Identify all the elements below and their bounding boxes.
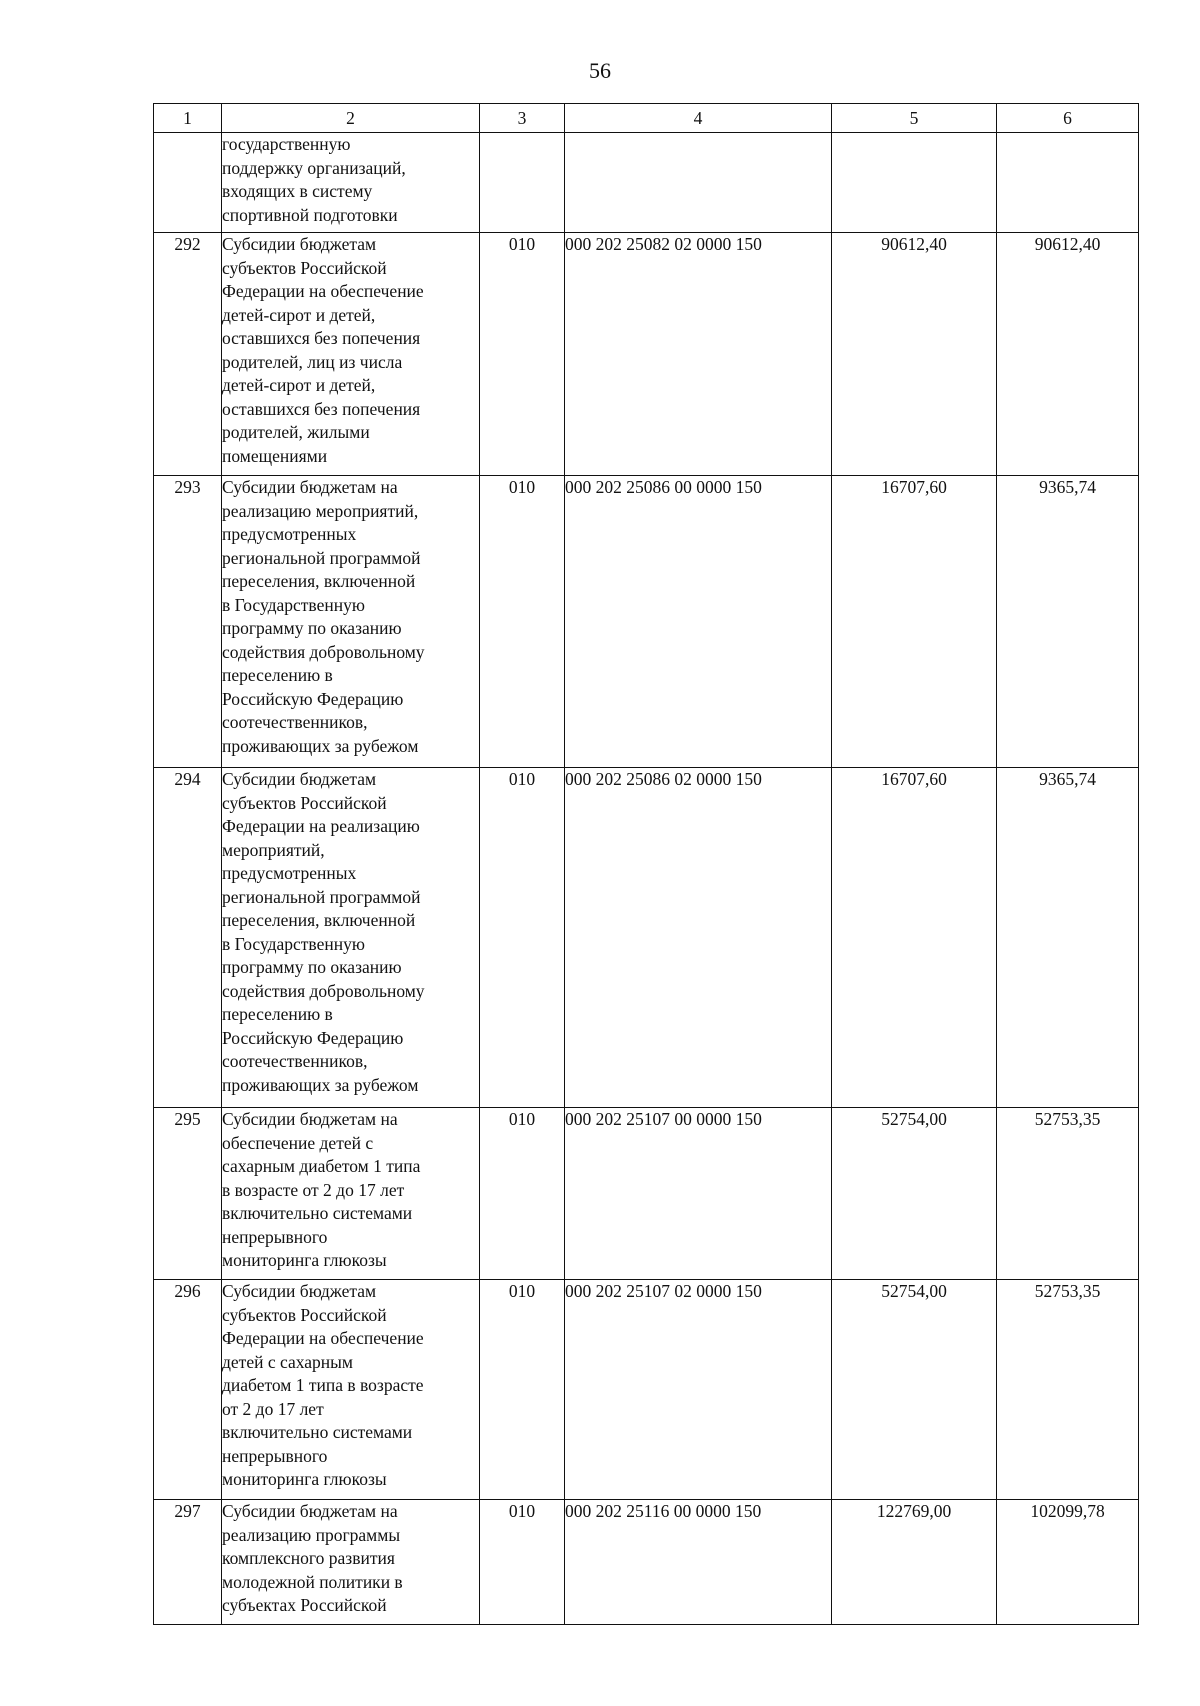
column-header-3: 3 (480, 104, 565, 133)
row-value-assigned: 90612,40 (832, 233, 997, 476)
row-budget-code: 000 202 25082 02 0000 150 (565, 233, 832, 476)
row-name-line: субъектов Российской (222, 792, 387, 813)
row-admin-code: 010 (480, 476, 565, 768)
column-header-5: 5 (832, 104, 997, 133)
row-name-line: субъектов Российской (222, 257, 387, 278)
table-row (154, 1280, 1139, 1500)
row-number: 292 (154, 233, 222, 476)
row-name-line: детей с сахарным (222, 1351, 353, 1372)
row-name-line: от 2 до 17 лет (222, 1398, 324, 1419)
table-row (154, 233, 1139, 476)
row-budget-code: 000 202 25086 02 0000 150 (565, 768, 832, 1108)
row-name-line: мониторинга глюкозы (222, 1469, 387, 1489)
row-name-line: в Государственную (222, 933, 365, 954)
row-name-line: субъектов Российской (222, 1304, 387, 1325)
table-row (154, 133, 1139, 233)
row-number: 293 (154, 476, 222, 768)
column-header-6: 6 (997, 104, 1139, 133)
table-row (154, 768, 1139, 1108)
row-number: 296 (154, 1280, 222, 1500)
row-name-line: молодежной политики в (222, 1571, 403, 1592)
row-value-assigned: 52754,00 (832, 1280, 997, 1500)
row-value-executed (997, 133, 1139, 233)
row-name-line: непрерывного (222, 1445, 328, 1466)
row-name-line: комплексного развития (222, 1548, 395, 1568)
row-number: 295 (154, 1108, 222, 1280)
row-name-line: программу по оказанию (222, 618, 402, 638)
row-name-line: поддержку организаций, (222, 157, 406, 178)
row-budget-code: 000 202 25086 00 0000 150 (565, 476, 832, 768)
column-header-2: 2 (222, 104, 480, 133)
row-name-line: непрерывного (222, 1226, 328, 1247)
row-name-line: Федерации на обеспечение (222, 281, 424, 301)
row-name-line: мероприятий, (222, 839, 325, 860)
column-header-1: 1 (154, 104, 222, 133)
row-name-line: Российскую Федерацию (222, 1027, 404, 1048)
row-name-line: переселения, включенной (222, 571, 416, 591)
row-name-line: в Государственную (222, 594, 365, 615)
row-name-line: предусмотренных (222, 524, 357, 544)
row-name-line: соотечественников, (222, 712, 368, 732)
row-name-line: включительно системами (222, 1203, 413, 1223)
row-name-line: программу по оказанию (222, 957, 402, 977)
row-name-line: входящих в систему (222, 181, 373, 201)
row-name-line: реализацию программы (222, 1524, 401, 1545)
row-name-line: детей-сирот и детей, (222, 304, 376, 325)
row-name-line: Федерации на реализацию (222, 816, 420, 836)
row-budget-code: 000 202 25107 00 0000 150 (565, 1108, 832, 1280)
page-number: 56 (589, 58, 611, 83)
row-name-line: помещениями (222, 445, 328, 466)
row-name-line: Субсидии бюджетам на (222, 1109, 398, 1129)
row-name-line: включительно системами (222, 1422, 413, 1442)
row-number: 294 (154, 768, 222, 1108)
row-number: 297 (154, 1500, 222, 1625)
row-name-line: оставшихся без попечения (222, 398, 421, 419)
row-name-line: реализацию мероприятий, (222, 500, 419, 521)
row-value-executed: 90612,40 (997, 233, 1139, 476)
column-header-4: 4 (565, 104, 832, 133)
row-budget-code (565, 133, 832, 233)
row-name-line: региональной программой (222, 886, 421, 907)
table-body (154, 133, 1139, 1625)
row-name-line: региональной программой (222, 547, 421, 568)
row-number (154, 133, 222, 233)
row-name (222, 768, 480, 1108)
row-name (222, 476, 480, 768)
row-name-line: Субсидии бюджетам на (222, 477, 398, 497)
row-name (222, 1500, 480, 1625)
row-name-line: Субсидии бюджетам на (222, 1501, 398, 1521)
row-value-executed: 9365,74 (997, 768, 1139, 1108)
budget-table (153, 103, 1139, 1625)
row-name-line: содействия добровольному (222, 980, 425, 1001)
row-name (222, 1108, 480, 1280)
row-name-line: мониторинга глюкозы (222, 1250, 387, 1270)
row-budget-code: 000 202 25107 02 0000 150 (565, 1280, 832, 1500)
table-row (154, 1500, 1139, 1625)
row-admin-code: 010 (480, 1500, 565, 1625)
row-name-line: субъектах Российской (222, 1595, 387, 1615)
row-name-line: государственную (222, 134, 351, 154)
row-name-line: проживающих за рубежом (222, 1074, 419, 1095)
row-value-assigned: 122769,00 (832, 1500, 997, 1625)
row-name (222, 233, 480, 476)
row-value-executed: 52753,35 (997, 1108, 1139, 1280)
row-name-line: диабетом 1 типа в возрасте (222, 1375, 424, 1395)
row-name-line: Субсидии бюджетам (222, 769, 377, 789)
row-name-line: Российскую Федерацию (222, 688, 404, 709)
row-name-line: сахарным диабетом 1 типа (222, 1156, 421, 1176)
row-name-line: проживающих за рубежом (222, 735, 419, 756)
row-name-line: родителей, жилыми (222, 422, 370, 442)
table-row (154, 1108, 1139, 1280)
row-name (222, 1280, 480, 1500)
row-name-line: переселения, включенной (222, 910, 416, 930)
row-name-line: обеспечение детей с (222, 1132, 374, 1153)
row-name-line: Субсидии бюджетам (222, 1281, 377, 1301)
row-admin-code: 010 (480, 1280, 565, 1500)
row-value-executed: 52753,35 (997, 1280, 1139, 1500)
row-name-line: Федерации на обеспечение (222, 1328, 424, 1348)
row-name-line: переселению в (222, 665, 333, 685)
row-value-assigned: 52754,00 (832, 1108, 997, 1280)
row-value-assigned (832, 133, 997, 233)
row-name-line: предусмотренных (222, 863, 357, 883)
row-name-line: Субсидии бюджетам (222, 234, 377, 254)
row-admin-code (480, 133, 565, 233)
row-admin-code: 010 (480, 768, 565, 1108)
row-value-assigned: 16707,60 (832, 476, 997, 768)
row-name-line: соотечественников, (222, 1051, 368, 1071)
row-name-line: в возрасте от 2 до 17 лет (222, 1179, 405, 1200)
row-name-line: содействия добровольному (222, 641, 425, 662)
row-name-line: переселению в (222, 1004, 333, 1024)
row-name-line: оставшихся без попечения (222, 328, 421, 348)
row-name (222, 133, 480, 233)
row-value-assigned: 16707,60 (832, 768, 997, 1108)
row-name-line: спортивной подготовки (222, 204, 398, 225)
row-admin-code: 010 (480, 1108, 565, 1280)
row-value-executed: 9365,74 (997, 476, 1139, 768)
table-row (154, 476, 1139, 768)
row-budget-code: 000 202 25116 00 0000 150 (565, 1500, 832, 1625)
row-name-line: родителей, лиц из числа (222, 351, 403, 372)
row-admin-code: 010 (480, 233, 565, 476)
header-row (154, 104, 1139, 133)
row-value-executed: 102099,78 (997, 1500, 1139, 1625)
row-name-line: детей-сирот и детей, (222, 375, 376, 395)
